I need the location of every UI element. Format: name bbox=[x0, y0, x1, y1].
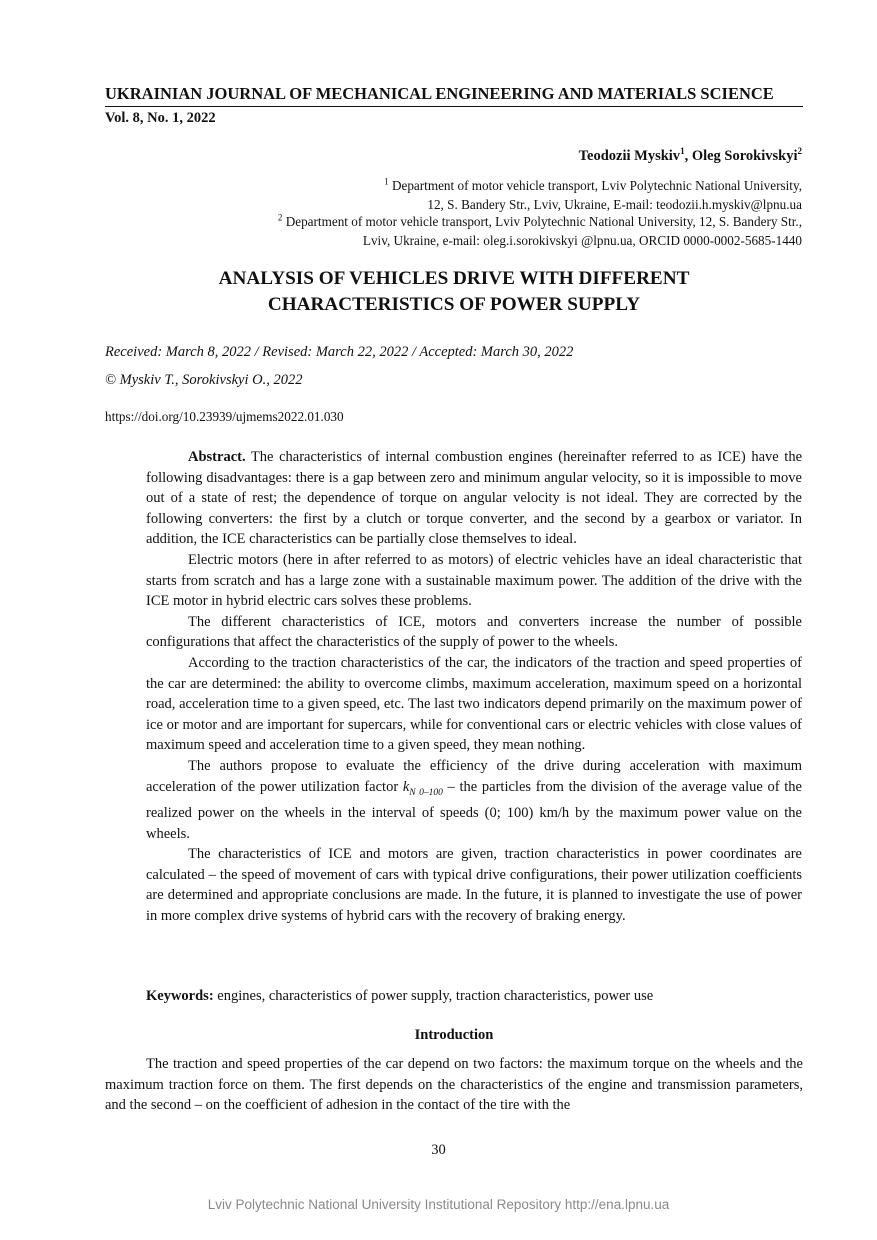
keywords bbox=[146, 988, 802, 1005]
author-2: Oleg Sorokivskyi bbox=[691, 148, 798, 164]
symbol-k-sub-text: N 0–100 bbox=[409, 787, 443, 798]
received-dates: Received: March 8, 2022 / Revised: March 22, 2022 / Accepted: March 30, 2022 bbox=[105, 344, 574, 360]
abstract-p1-text: The characteristics of internal combustion engines (hereinafter referred to as ICE) have the following disadvantages: there is a gap between zero and minimum angular velocity, so it is impossible to move out of a state of rest; the dependence of torque on angular velocity is not ideal. They are corrected by the following converters: the first by a clutch or torque converter, and the second by a gearbox or variator. In addition, the ICE characteristics can be partially close themselves to ideal. bbox=[146, 449, 802, 548]
copyright: © Myskiv T., Sorokivskyi O., 2022 bbox=[105, 372, 303, 388]
abstract-paragraph-5 bbox=[146, 756, 802, 844]
abstract-paragraph-1 bbox=[146, 447, 802, 550]
affiliation-2-line2: Lviv, Ukraine, e-mail: oleg.i.sorokivskyi @lpnu.ua, ORCID 0000-0002-5685-1440 bbox=[362, 233, 802, 248]
paper-title-line2: CHARACTERISTICS OF POWER SUPPLY bbox=[267, 294, 641, 315]
author-separator: , bbox=[684, 148, 692, 164]
introduction-heading: Introduction bbox=[414, 1027, 494, 1043]
paper-title bbox=[105, 266, 803, 318]
affiliation-2-line1: Department of motor vehicle transport, Lviv Polytechnic National University, 12, S. Bandery Str., bbox=[282, 214, 802, 229]
abstract-paragraph-2: Electric motors (here in after referred to as motors) of electric vehicles have an ideal characteristic that starts from scratch and has a large zone with a sustainable maximum power. The addition of the drive with the ICE motor in hybrid electric cars solves these problems. bbox=[146, 551, 802, 610]
volume-info: Vol. 8, No. 1, 2022 bbox=[105, 110, 216, 126]
doi-link[interactable]: https://doi.org/10.23939/ujmems2022.01.030 bbox=[105, 409, 344, 424]
affiliation-1 bbox=[182, 176, 802, 214]
header-rule bbox=[105, 106, 803, 107]
keywords-label: Keywords: bbox=[146, 988, 214, 1004]
author-1: Teodozii Myskiv bbox=[578, 148, 681, 164]
page-number: 30 bbox=[431, 1142, 446, 1158]
symbol-k: k bbox=[402, 778, 410, 795]
author-line bbox=[579, 148, 802, 165]
repository-footer: Lviv Polytechnic National University Institutional Repository http://ena.lpnu.ua bbox=[207, 1197, 670, 1212]
abstract-paragraph-6: The characteristics of ICE and motors are given, traction characteristics in power coordinates are calculated – the speed of movement of cars with typical drive configurations, their power utilization coefficients are determined and appropriate conclusions are made. In the future, it is planned to investigate the use of power in more complex drive systems of hybrid cars with the recovery of braking energy. bbox=[146, 846, 802, 924]
affiliation-2-sup: 2 bbox=[277, 212, 283, 223]
symbol-k-sub bbox=[409, 787, 443, 797]
affiliation-1-line1: Department of motor vehicle transport, Lviv Polytechnic National University, bbox=[388, 178, 802, 193]
abstract-paragraph-3: The different characteristics of ICE, motors and converters increase the number of possible configurations that affect the characteristics of the supply of power to the wheels. bbox=[146, 613, 802, 651]
author-2-sup: 2 bbox=[797, 146, 802, 157]
abstract-p5-b: – the particles from the division of the average value of the realized power on the wheels in the interval of speeds (0; 100) km/h by the maximum power value on the wheels. bbox=[146, 778, 802, 842]
affiliation-1-sup: 1 bbox=[384, 176, 389, 187]
paper-title-line1: ANALYSIS OF VEHICLES DRIVE WITH DIFFERENT bbox=[218, 268, 690, 289]
abstract-label: Abstract. bbox=[188, 449, 246, 465]
keywords-text: engines, characteristics of power supply, traction characteristics, power use bbox=[213, 988, 654, 1004]
abstract-paragraph-4: According to the traction characteristics of the car, the indicators of the traction and speed properties of the car are determined: the ability to overcome climbs, maximum acceleration, maximum speed on a horizontal road, acceleration time to a given speed, etc. The last two indicators depend primarily on the maximum power of ice or motor and are important for supercars, while for conventional cars or electric vehicles with close values of maximum speed and acceleration time to a given speed, they mean nothing. bbox=[146, 654, 802, 754]
abstract-p5-a: The authors propose to evaluate the efficiency of the drive during acceleration with maximum acceleration of the power utilization factor bbox=[146, 757, 802, 795]
affiliation-1-line2: 12, S. Bandery Str., Lviv, Ukraine, E-mail: teodozii.h.myskiv@lpnu.ua bbox=[427, 197, 802, 212]
abstract bbox=[146, 447, 802, 927]
author-1-sup: 1 bbox=[680, 146, 685, 157]
journal-title: UKRAINIAN JOURNAL OF MECHANICAL ENGINEERING AND MATERIALS SCIENCE bbox=[105, 84, 774, 103]
affiliation-2 bbox=[104, 212, 802, 250]
introduction-text: The traction and speed properties of the car depend on two factors: the maximum torque on the wheels and the maximum traction force on them. The first depends on the characteristics of the engine and transmission parameters, and the second – on the coefficient of adhesion in the contact of the tire with the bbox=[105, 1056, 803, 1114]
